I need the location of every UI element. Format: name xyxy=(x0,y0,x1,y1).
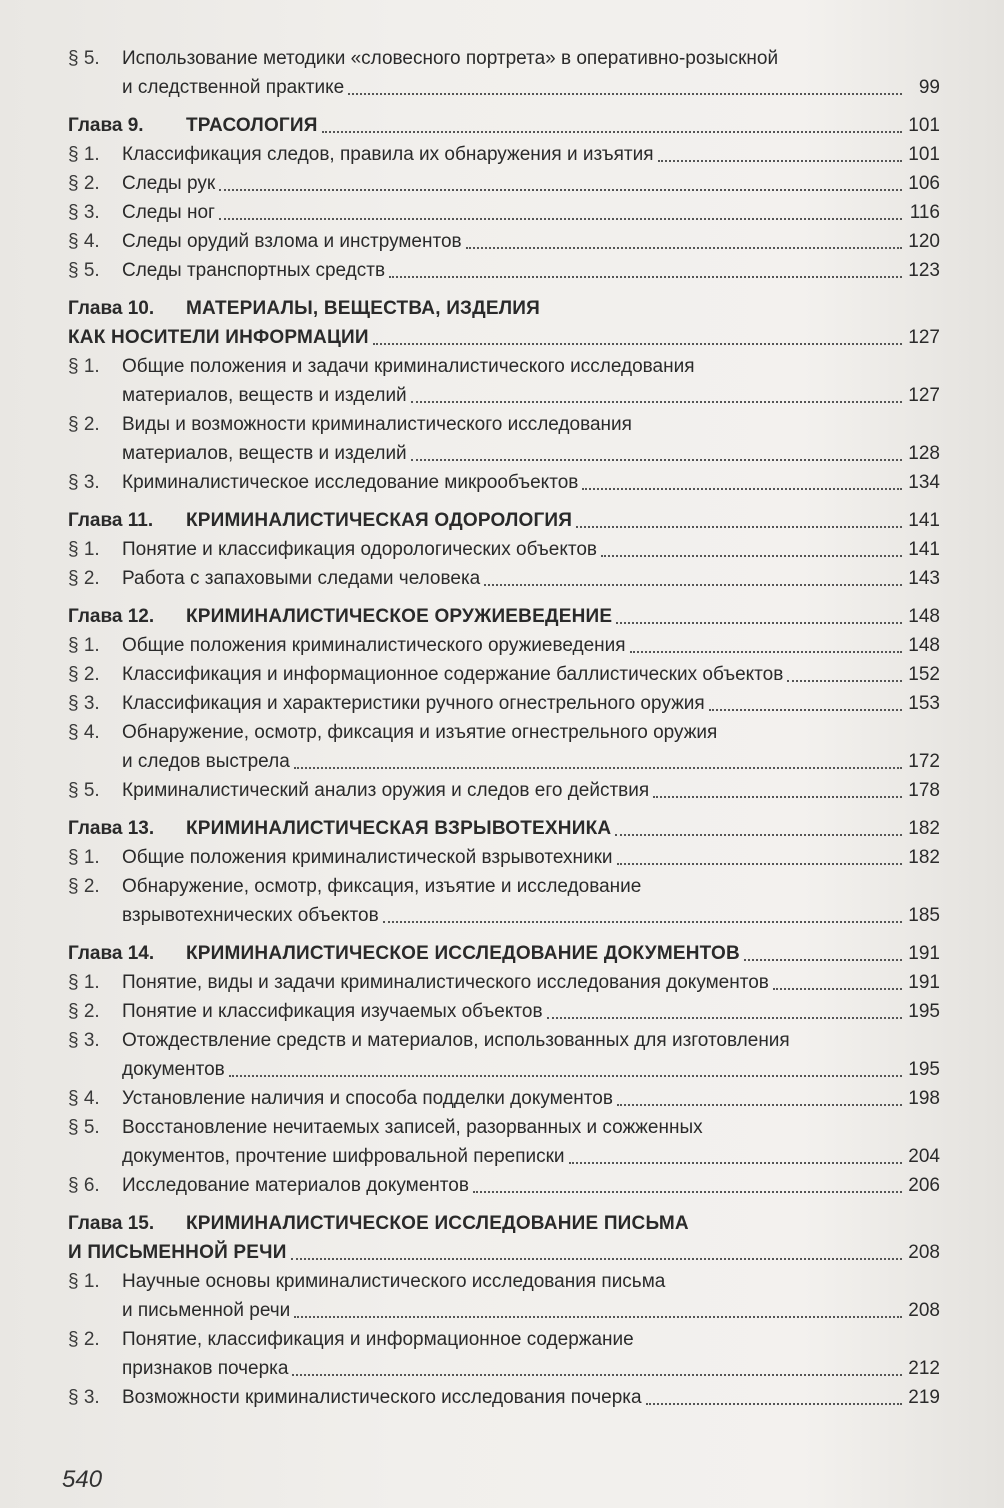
chapter-title: КРИМИНАЛИСТИЧЕСКОЕ ИССЛЕДОВАНИЕ ПИСЬМА xyxy=(186,1213,689,1234)
section-number: § 5. xyxy=(68,780,100,801)
dot-leader xyxy=(473,1191,902,1193)
dot-leader xyxy=(294,767,902,769)
table-of-contents xyxy=(68,44,940,1412)
dot-leader xyxy=(630,651,902,653)
toc-section-entry[interactable] xyxy=(68,997,940,1026)
toc-section-entry[interactable] xyxy=(68,1383,940,1412)
section-title: и письменной речи xyxy=(122,1300,291,1321)
section-title: материалов, веществ и изделий xyxy=(122,385,407,406)
section-title: Понятие и классификация одорологических объектов xyxy=(122,539,597,560)
page-reference: 198 xyxy=(908,1088,940,1109)
page-reference: 182 xyxy=(908,847,940,868)
section-number: § 1. xyxy=(68,539,100,560)
toc-section-entry[interactable] xyxy=(68,227,940,256)
toc-chapter-entry[interactable] xyxy=(68,1209,940,1267)
section-number: § 2. xyxy=(68,568,100,589)
dot-leader xyxy=(292,1374,902,1376)
section-title: Понятие, классификация и информационное содержание xyxy=(122,1329,634,1350)
section-title: и следов выстрела xyxy=(122,751,290,772)
dot-leader xyxy=(294,1316,902,1318)
toc-section-entry[interactable] xyxy=(68,872,940,930)
section-title: Общие положения и задачи криминалистического исследования xyxy=(122,356,695,377)
dot-leader xyxy=(229,1075,902,1077)
section-title: Общие положения криминалистического оружиеведения xyxy=(122,635,626,656)
toc-section-entry[interactable] xyxy=(68,468,940,497)
section-title: Понятие и классификация изучаемых объектов xyxy=(122,1001,543,1022)
chapter-title: КРИМИНАЛИСТИЧЕСКОЕ ОРУЖИЕВЕДЕНИЕ xyxy=(186,606,613,627)
chapter-title: И ПИСЬМЕННОЙ РЕЧИ xyxy=(68,1242,287,1263)
toc-chapter-entry[interactable] xyxy=(68,294,940,352)
section-number: § 3. xyxy=(68,472,100,493)
section-title: признаков почерка xyxy=(122,1358,289,1379)
section-number: § 5. xyxy=(68,1117,100,1138)
section-number: § 1. xyxy=(68,1271,100,1292)
section-title: документов, прочтение шифровальной переписки xyxy=(122,1146,565,1167)
page-reference: 123 xyxy=(908,260,940,281)
toc-section-entry[interactable] xyxy=(68,44,940,102)
chapter-title: КРИМИНАЛИСТИЧЕСКАЯ ВЗРЫВОТЕХНИКА xyxy=(186,818,612,839)
toc-section-entry[interactable] xyxy=(68,1325,940,1383)
section-title: Следы ног xyxy=(122,202,215,223)
page-reference: 152 xyxy=(908,664,940,685)
dot-leader xyxy=(411,459,902,461)
toc-section-entry[interactable] xyxy=(68,843,940,872)
page-number: 540 xyxy=(62,1466,103,1493)
toc-section-entry[interactable] xyxy=(68,535,940,564)
dot-leader xyxy=(617,863,902,865)
section-number: § 2. xyxy=(68,1329,100,1350)
section-title: Криминалистический анализ оружия и следов его действия xyxy=(122,780,650,801)
toc-chapter-entry[interactable] xyxy=(68,939,940,968)
chapter-title: ТРАСОЛОГИЯ xyxy=(186,115,318,136)
page-reference: 206 xyxy=(908,1175,940,1196)
section-title: взрывотехнических объектов xyxy=(122,905,379,926)
page-reference: 191 xyxy=(908,943,940,964)
section-title: Работа с запаховыми следами человека xyxy=(122,568,481,589)
page-reference: 195 xyxy=(908,1001,940,1022)
chapter-title: КРИМИНАЛИСТИЧЕСКОЕ ИССЛЕДОВАНИЕ ДОКУМЕНТОВ xyxy=(186,943,740,964)
chapter-number: Глава 13. xyxy=(68,818,155,839)
chapter-title: КАК НОСИТЕЛИ ИНФОРМАЦИИ xyxy=(68,327,369,348)
toc-section-entry[interactable] xyxy=(68,776,940,805)
toc-section-entry[interactable] xyxy=(68,718,940,776)
section-title: Криминалистическое исследование микрообъектов xyxy=(122,472,579,493)
toc-chapter-entry[interactable] xyxy=(68,111,940,140)
toc-section-entry[interactable] xyxy=(68,410,940,468)
page-reference: 101 xyxy=(908,115,940,136)
dot-leader xyxy=(291,1258,902,1260)
section-number: § 5. xyxy=(68,260,100,281)
dot-leader xyxy=(773,988,902,990)
section-number: § 2. xyxy=(68,876,100,897)
page-reference: 153 xyxy=(908,693,940,714)
section-title: Общие положения криминалистической взрывотехники xyxy=(122,847,613,868)
section-number: § 5. xyxy=(68,48,100,69)
dot-leader xyxy=(582,488,902,490)
section-number: § 2. xyxy=(68,664,100,685)
dot-leader xyxy=(709,709,902,711)
dot-leader xyxy=(576,526,902,528)
section-title: Классификация и информационное содержание баллистических объектов xyxy=(122,664,784,685)
section-title: Классификация следов, правила их обнаружения и изъятия xyxy=(122,144,654,165)
toc-section-entry[interactable] xyxy=(68,564,940,593)
dot-leader xyxy=(389,276,902,278)
section-title: Восстановление нечитаемых записей, разорванных и сожженных xyxy=(122,1117,703,1138)
section-title: Исследование материалов документов xyxy=(122,1175,469,1196)
section-title: Научные основы криминалистического исследования письма xyxy=(122,1271,666,1292)
page-reference: 172 xyxy=(908,751,940,772)
page-reference: 148 xyxy=(908,635,940,656)
page-reference: 219 xyxy=(908,1387,940,1408)
dot-leader xyxy=(601,555,902,557)
toc-section-entry[interactable] xyxy=(68,256,940,285)
page-reference: 204 xyxy=(908,1146,940,1167)
section-number: § 6. xyxy=(68,1175,100,1196)
page-reference: 141 xyxy=(908,510,940,531)
page-reference: 195 xyxy=(908,1059,940,1080)
section-number: § 1. xyxy=(68,847,100,868)
dot-leader xyxy=(383,921,902,923)
dot-leader xyxy=(653,796,902,798)
dot-leader xyxy=(616,622,902,624)
dot-leader xyxy=(484,584,902,586)
page-reference: 106 xyxy=(908,173,940,194)
dot-leader xyxy=(615,834,902,836)
dot-leader xyxy=(348,93,902,95)
section-number: § 1. xyxy=(68,972,100,993)
page-reference: 212 xyxy=(908,1358,940,1379)
section-number: § 4. xyxy=(68,231,100,252)
page-reference: 191 xyxy=(908,972,940,993)
page-reference: 208 xyxy=(908,1300,940,1321)
section-number: § 1. xyxy=(68,635,100,656)
dot-leader xyxy=(744,959,902,961)
page-reference: 178 xyxy=(908,780,940,801)
page-reference: 120 xyxy=(908,231,940,252)
section-title: Обнаружение, осмотр, фиксация и изъятие огнестрельного оружия xyxy=(122,722,718,743)
section-title: Следы транспортных средств xyxy=(122,260,386,281)
chapter-number: Глава 14. xyxy=(68,943,155,964)
section-title: Отождествление средств и материалов, использованных для изготовления xyxy=(122,1030,790,1051)
section-title: Установление наличия и способа подделки документов xyxy=(122,1088,613,1109)
page-reference: 128 xyxy=(908,443,940,464)
section-title: Следы орудий взлома и инструментов xyxy=(122,231,462,252)
page-reference: 185 xyxy=(908,905,940,926)
toc-section-entry[interactable] xyxy=(68,169,940,198)
page-reference: 141 xyxy=(908,539,940,560)
section-title: Понятие, виды и задачи криминалистического исследования документов xyxy=(122,972,769,993)
chapter-number: Глава 11. xyxy=(68,510,154,531)
toc-section-entry[interactable] xyxy=(68,1113,940,1171)
chapter-title: МАТЕРИАЛЫ, ВЕЩЕСТВА, ИЗДЕЛИЯ xyxy=(186,298,541,319)
dot-leader xyxy=(411,401,902,403)
toc-chapter-entry[interactable] xyxy=(68,814,940,843)
section-number: § 2. xyxy=(68,1001,100,1022)
page-reference: 127 xyxy=(908,385,940,406)
toc-section-entry[interactable] xyxy=(68,1267,940,1325)
section-number: § 3. xyxy=(68,202,100,223)
section-number: § 3. xyxy=(68,1387,100,1408)
dot-leader xyxy=(219,218,902,220)
section-title: Обнаружение, осмотр, фиксация, изъятие и исследование xyxy=(122,876,642,897)
section-number: § 1. xyxy=(68,356,100,377)
toc-chapter-entry[interactable] xyxy=(68,506,940,535)
toc-section-entry[interactable] xyxy=(68,1084,940,1113)
toc-section-entry[interactable] xyxy=(68,689,940,718)
page-reference: 143 xyxy=(908,568,940,589)
dot-leader xyxy=(658,160,902,162)
dot-leader xyxy=(617,1104,902,1106)
dot-leader xyxy=(466,247,902,249)
dot-leader xyxy=(787,680,902,682)
chapter-number: Глава 9. xyxy=(68,115,144,136)
section-number: § 4. xyxy=(68,722,100,743)
section-title: Классификация и характеристики ручного огнестрельного оружия xyxy=(122,693,705,714)
dot-leader xyxy=(646,1403,902,1405)
page-reference: 208 xyxy=(908,1242,940,1263)
section-title: Использование методики «словесного портрета» в оперативно-розыскной xyxy=(122,48,779,69)
section-number: § 3. xyxy=(68,693,100,714)
section-title: документов xyxy=(122,1059,225,1080)
dot-leader xyxy=(547,1017,902,1019)
page-reference: 148 xyxy=(908,606,940,627)
toc-section-entry[interactable] xyxy=(68,1026,940,1084)
toc-section-entry[interactable] xyxy=(68,660,940,689)
toc-section-entry[interactable] xyxy=(68,1171,940,1200)
section-title: Возможности криминалистического исследования почерка xyxy=(122,1387,642,1408)
section-title: и следственной практике xyxy=(122,77,345,98)
section-title: материалов, веществ и изделий xyxy=(122,443,407,464)
toc-section-entry[interactable] xyxy=(68,352,940,410)
page-reference: 116 xyxy=(909,202,940,223)
page-reference: 99 xyxy=(918,77,940,98)
dot-leader xyxy=(219,189,902,191)
toc-section-entry[interactable] xyxy=(68,198,940,227)
page-reference: 182 xyxy=(908,818,940,839)
section-number: § 2. xyxy=(68,414,100,435)
section-number: § 1. xyxy=(68,144,100,165)
toc-section-entry[interactable] xyxy=(68,968,940,997)
section-number: § 3. xyxy=(68,1030,100,1051)
toc-section-entry[interactable] xyxy=(68,140,940,169)
dot-leader xyxy=(373,343,902,345)
chapter-number: Глава 15. xyxy=(68,1213,155,1234)
dot-leader xyxy=(569,1162,902,1164)
chapter-number: Глава 10. xyxy=(68,298,155,319)
dot-leader xyxy=(322,131,902,133)
chapter-number: Глава 12. xyxy=(68,606,155,627)
toc-section-entry[interactable] xyxy=(68,631,940,660)
section-number: § 4. xyxy=(68,1088,100,1109)
section-title: Виды и возможности криминалистического исследования xyxy=(122,414,632,435)
page-reference: 127 xyxy=(908,327,940,348)
page-reference: 101 xyxy=(908,144,940,165)
chapter-title: КРИМИНАЛИСТИЧЕСКАЯ ОДОРОЛОГИЯ xyxy=(186,510,573,531)
section-number: § 2. xyxy=(68,173,100,194)
section-title: Следы рук xyxy=(122,173,216,194)
page-reference: 134 xyxy=(908,472,940,493)
toc-chapter-entry[interactable] xyxy=(68,602,940,631)
